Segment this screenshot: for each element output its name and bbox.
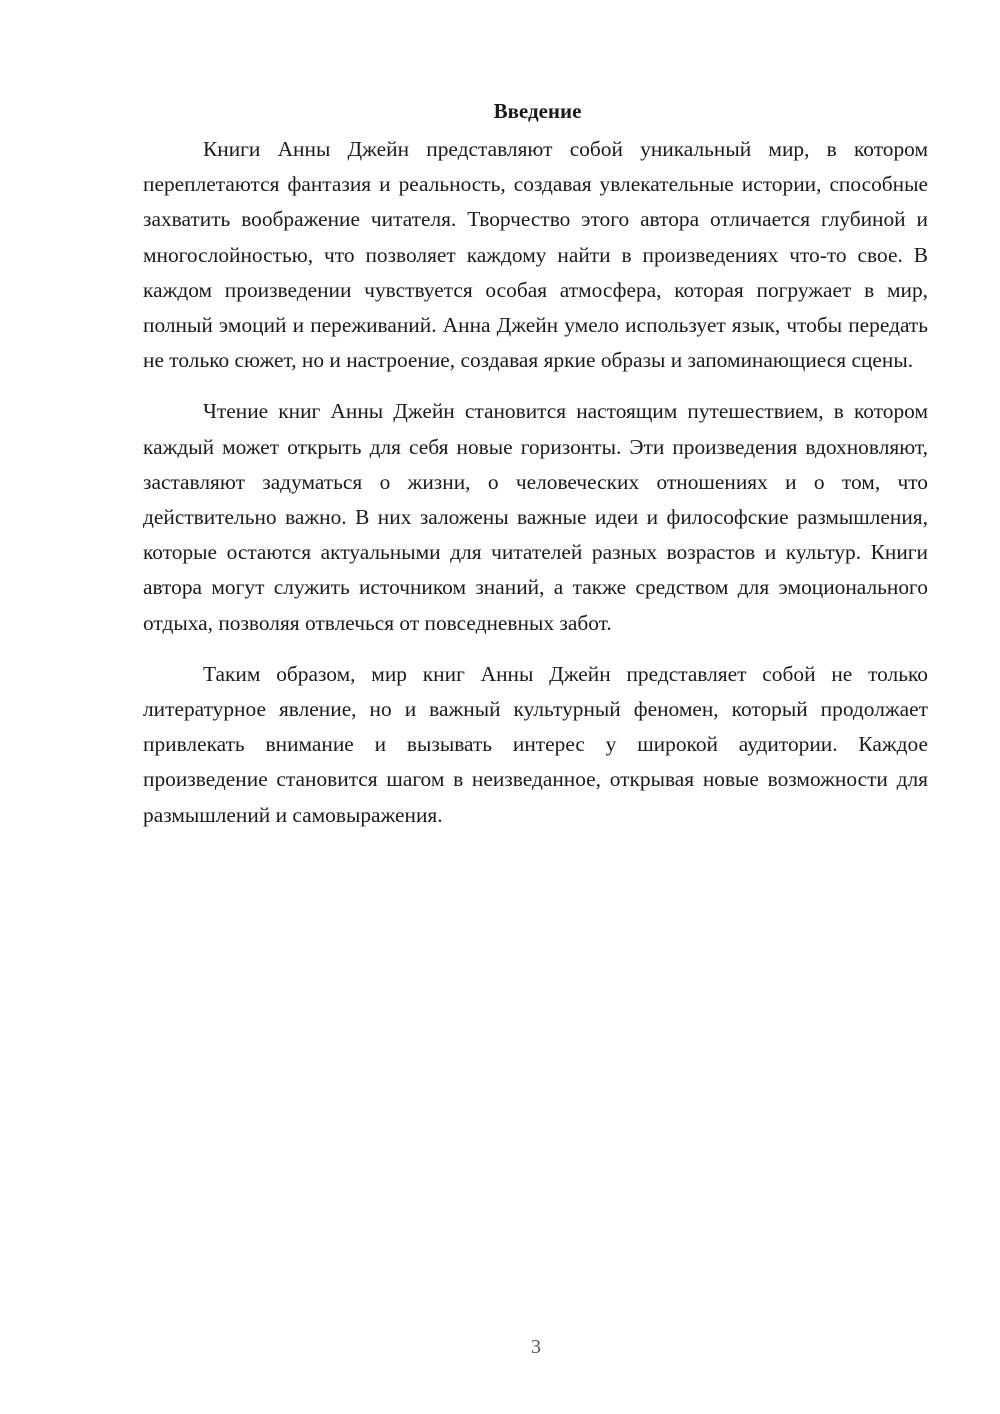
page-content: [143, 96, 928, 849]
paragraph-3: Таким образом, мир книг Анны Джейн представляет собой не только литературное явление, но и важный культурный феномен, который продолжает привлекать внимание и вызывать интерес у широкой аудитории. Каждое произведение становится шагом в неизведанное, открывая новые возможности для размышлений и самовыражения.: [143, 661, 928, 827]
paragraph-1: Книги Анны Джейн представляют собой уникальный мир, в котором переплетаются фантазия и реальность, создавая увлекательные истории, способные захватить воображение читателя. Творчество этого автора отличается глубиной и многослойностью, что позволяет каждому найти в произведениях что-то свое. В каждом произведении чувствуется особая атмосфера, которая погружает в мир, полный эмоций и переживаний. Анна Джейн умело использует язык, чтобы передать не только сюжет, но и настроение, создавая яркие образы и запоминающиеся сцены.: [143, 137, 928, 373]
paragraph-2: Чтение книг Анны Джейн становится настоящим путешествием, в котором каждый может открыть для себя новые горизонты. Эти произведения вдохновляют, заставляют задуматься о жизни, о человеческих отношениях и о том, что действительно важно. В них заложены важные идеи и философские размышления, которые остаются актуальными для читателей разных возрастов и культур. Книги автора могут служить источником знаний, а также средством для эмоционального отдыха, позволяя отвлечься от повседневных забот.: [143, 399, 928, 635]
page-number: 3: [531, 1336, 541, 1358]
page-title: Введение: [493, 99, 582, 123]
